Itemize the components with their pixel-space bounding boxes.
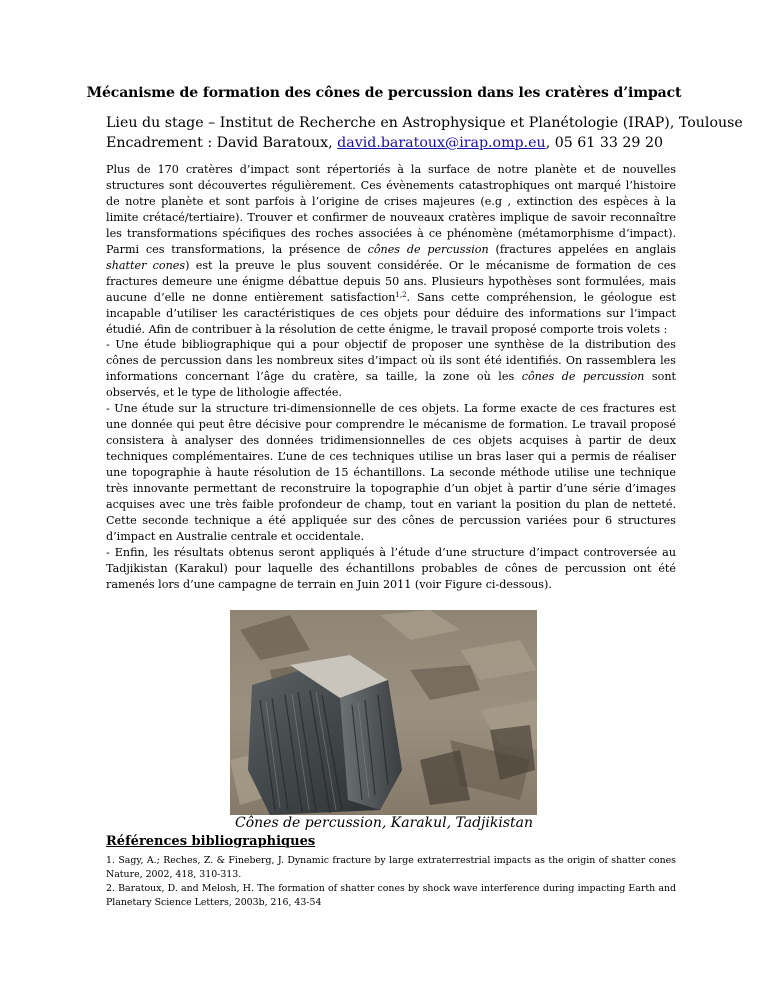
reference-item: 1. Sagy, A.; Reches, Z. & Fineberg, J. Dynamic fracture by large extraterrestrial impacts as the origin of shatter cones Nature, 2002, 418, 310-313. [106, 855, 676, 880]
supervision-line [106, 133, 706, 153]
paragraph-intro: Plus de 170 cratères d’impact sont répertoriés à la surface de notre planète et de nouvelles structures sont découvertes régulièrement. Ces évènements catastrophiques ont marqué l’histoire de notre planète et sont parfois à l’origine de crises majeures (e.g , extinction des espèces à la limite crétacé/tertiaire). Trouver et confirmer de nouveaux cratères implique de savoir reconnaître les transformations spécifiques des roches associées à ce phénomène (métamorphisme d’impact). Parmi ces transformations, la présence de cônes de percussion (fractures appelées en anglais shatter cones) est la preuve le plus souvent considérée. Or le mécanisme de formation de ces fractures demeure une énigme débattue depuis 50 ans. Plusieurs hypothèses sont formulées, mais aucune d’elle ne donne entièrement satisfaction$^{1,2}$. Sans cette compréhension, le géologue est incapable d’utiliser les caractéristiques de ces objets pour déduire des informations sur l’impact étudié. Afin de contribuer à la résolution de cette énigme, le travail proposé comporte trois volets : [106, 163, 676, 336]
emphasis-term: cônes de percussion [521, 370, 645, 384]
reference-item: 2. Baratoux, D. and Melosh, H. The formation of shatter cones by shock wave interference during impacting Earth and Planetary Science Letters, 2003b, 216, 43-54 [106, 883, 676, 908]
supervisor-phone: , 05 61 33 29 20 [545, 135, 664, 151]
references-list [106, 854, 676, 910]
paragraph-3d-structure: - Une étude sur la structure tri-dimensionnelle de ces objets. La forme exacte de ces fractures est une donnée qui peut être décisive pour comprendre le mécanisme de formation. Le travail proposé consistera à analyser des données tridimensionnelles de ces objets acquises à partir de deux techniques complémentaires. L’une de ces techniques utilise un bras laser qui a permis de réaliser une topographie à haute résolution de 15 échantillons. La seconde méthode utilise une technique très innovante permettant de reconstruire la topographie d’un objet à partir d’une série d’images acquises avec une très faible profondeur de champ, tout en variant la position du plan de netteté. Cette seconde technique a été appliquée sur des cônes de percussion variées pour 6 structures d’impact en Australie centrale et occidentale. [106, 402, 676, 543]
figure-caption: Cônes de percussion, Karakul, Tadjikistan [235, 815, 533, 831]
emphasis-term: cônes de percussion [367, 242, 489, 256]
supervisor-email-link[interactable]: david.baratoux@irap.omp.eu [337, 135, 546, 151]
document-title: Mécanisme de formation des cônes de percussion dans les cratères d’impact [86, 85, 682, 101]
internship-location: Lieu du stage – Institut de Recherche en Astrophysique et Planétologie (IRAP), Toulouse [106, 115, 743, 131]
shatter-cone-photo [230, 610, 537, 815]
body-text [106, 162, 676, 593]
references-heading: Références bibliographiques [106, 834, 316, 849]
emphasis-term: shatter cones [106, 258, 186, 272]
citation-superscript: 1,2 [395, 290, 407, 299]
paragraph-karakul: - Enfin, les résultats obtenus seront appliqués à l’étude d’une structure d’impact controversée au Tadjikistan (Karakul) pour laquelle des échantillons probables de cônes de percussion ont été ramenés lors d’une campagne de terrain en Juin 2011 (voir Figure ci-dessous). [106, 545, 676, 591]
paragraph-bibliography: - Une étude bibliographique qui a pour objectif de proposer une synthèse de la distribution des cônes de percussion dans les nombreux sites d’impact où ils sont été identifiés. On rassemblera les informations concernant l’âge du cratère, sa taille, la zone où les cônes de percussion sont observés, et le type de lithologie affectée. [106, 338, 676, 400]
supervisor-label: Encadrement : David Baratoux, [106, 135, 338, 151]
